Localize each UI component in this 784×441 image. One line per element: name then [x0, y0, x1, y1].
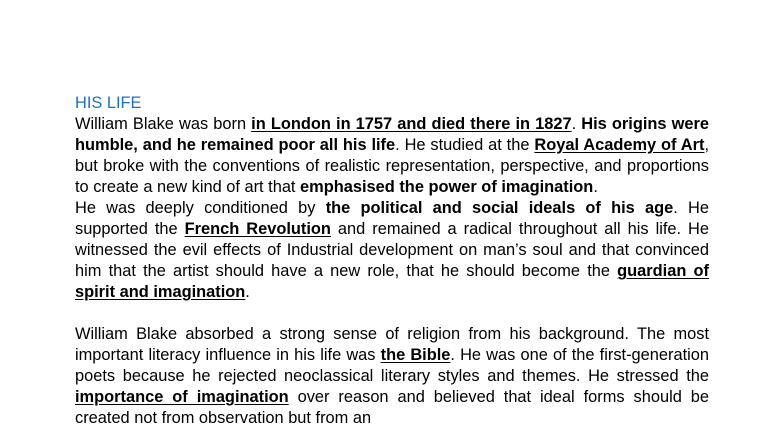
text-run: and remained a radical throughout all his life. He witnessed the evil effects of Industrial development on man’s soul and that convinced him that the artist should have a new role, that he should become the: [75, 220, 709, 280]
paragraph-religion: [75, 324, 709, 429]
text-run: , but broke with the conventions of realistic representation, perspective, and proportions to create a new kind of art that: [75, 136, 710, 196]
document-page: [75, 93, 709, 429]
underlined-phrase: importance of imagination: [75, 388, 289, 406]
text-run: . He studied at the: [395, 136, 535, 154]
text-run: .: [571, 115, 582, 133]
text-run: .: [245, 283, 250, 301]
paragraph-ideals: [75, 198, 709, 303]
bold-phrase: the political and social ideals of his age: [325, 199, 674, 217]
text-run: over reason and believed that ideal forms should be created not from observation but from an: [75, 388, 709, 427]
text-run: William Blake was born: [75, 115, 252, 133]
section-heading: HIS LIFE: [75, 94, 142, 112]
bold-phrase: His origins were humble, and he remained poor all his life: [75, 115, 709, 154]
underlined-phrase: the Bible: [380, 346, 451, 364]
text-run: . He was one of the first-generation poets because he rejected neoclassical literary styles and themes. He stressed the: [75, 346, 709, 385]
text-run: He was deeply conditioned by: [75, 199, 326, 217]
paragraph-life: [75, 114, 709, 198]
text-run: . He supported the: [75, 199, 709, 238]
underlined-phrase: guardian of spirit and imagination: [75, 262, 709, 301]
underlined-phrase: in London in 1757 and died there in 1827: [251, 115, 572, 133]
underlined-phrase: Royal Academy of Art: [534, 136, 705, 154]
text-run: William Blake absorbed a strong sense of religion from his background. The most important literacy influence in his life was: [75, 325, 709, 364]
bold-phrase: emphasised the power of imagination: [300, 178, 594, 196]
paragraph-gap: [75, 303, 709, 324]
underlined-phrase: French Revolution: [184, 220, 331, 238]
text-run: .: [593, 178, 598, 196]
